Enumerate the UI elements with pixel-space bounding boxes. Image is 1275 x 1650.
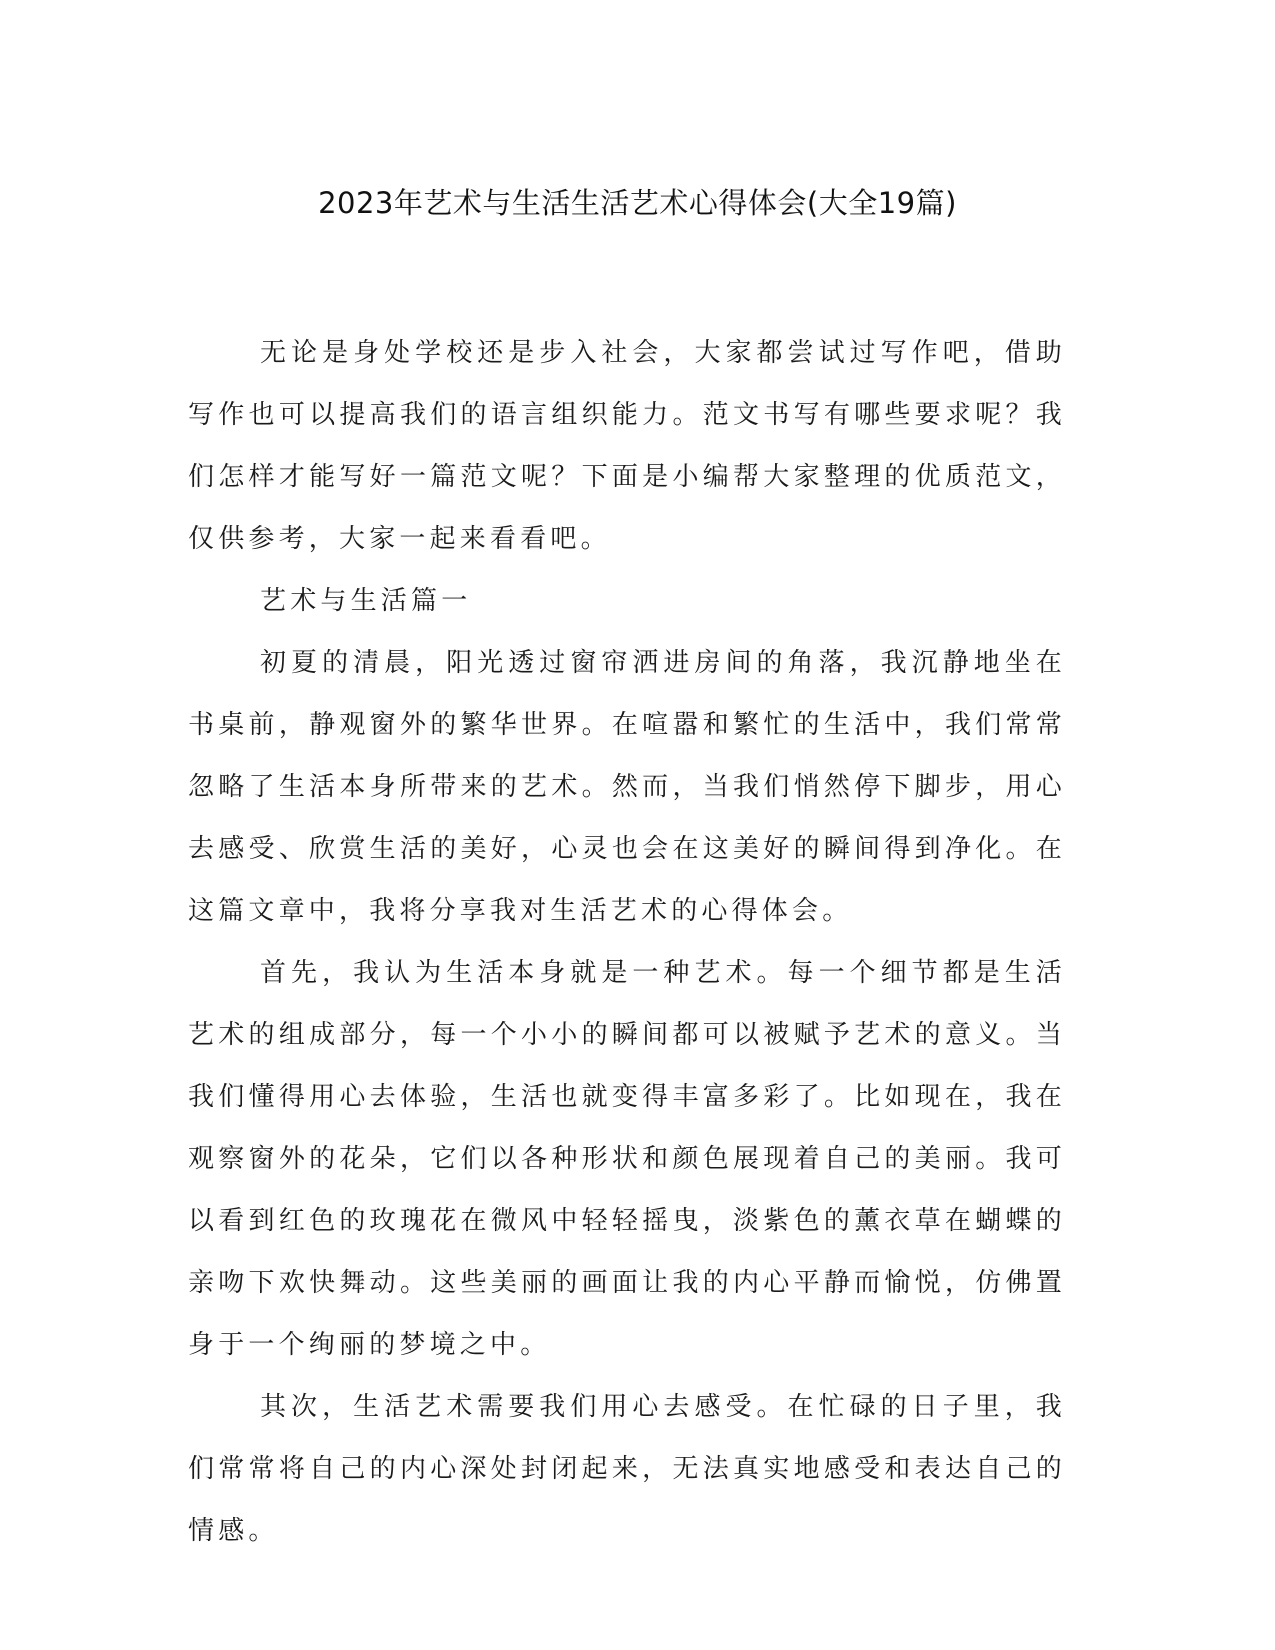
body-paragraph: 首先，我认为生活本身就是一种艺术。每一个细节都是生活艺术的组成部分，每一个小小的瞬间都可以被赋予艺术的意义。当我们懂得用心去体验，生活也就变得丰富多彩了。比如现在，我在观察窗外的花朵，它们以各种形状和颜色展现着自己的美丽。我可以看到红色的玫瑰花在微风中轻轻摇曳，淡紫色的薰衣草在蝴蝶的亲吻下欢快舞动。这些美丽的画面让我的内心平静而愉悦，仿佛置身于一个绚丽的梦境之中。: [188, 958, 1066, 1360]
section-heading: 艺术与生活篇一: [260, 586, 472, 616]
intro-paragraph: 无论是身处学校还是步入社会，大家都尝试过写作吧，借助写作也可以提高我们的语言组织能力。范文书写有哪些要求呢？我们怎样才能写好一篇范文呢？下面是小编帮大家整理的优质范文，仅供参考，大家一起来看看吧。: [188, 338, 1066, 554]
document-title: 2023年艺术与生活生活艺术心得体会(大全19篇): [318, 186, 957, 220]
body-paragraph: 其次，生活艺术需要我们用心去感受。在忙碌的日子里，我们常常将自己的内心深处封闭起来，无法真实地感受和表达自己的情感。: [188, 1392, 1066, 1546]
document-body: [188, 322, 1066, 1562]
body-paragraph: 初夏的清晨，阳光透过窗帘洒进房间的角落，我沉静地坐在书桌前，静观窗外的繁华世界。在喧嚣和繁忙的生活中，我们常常忽略了生活本身所带来的艺术。然而，当我们悄然停下脚步，用心去感受、欣赏生活的美好，心灵也会在这美好的瞬间得到净化。在这篇文章中，我将分享我对生活艺术的心得体会。: [188, 648, 1066, 926]
